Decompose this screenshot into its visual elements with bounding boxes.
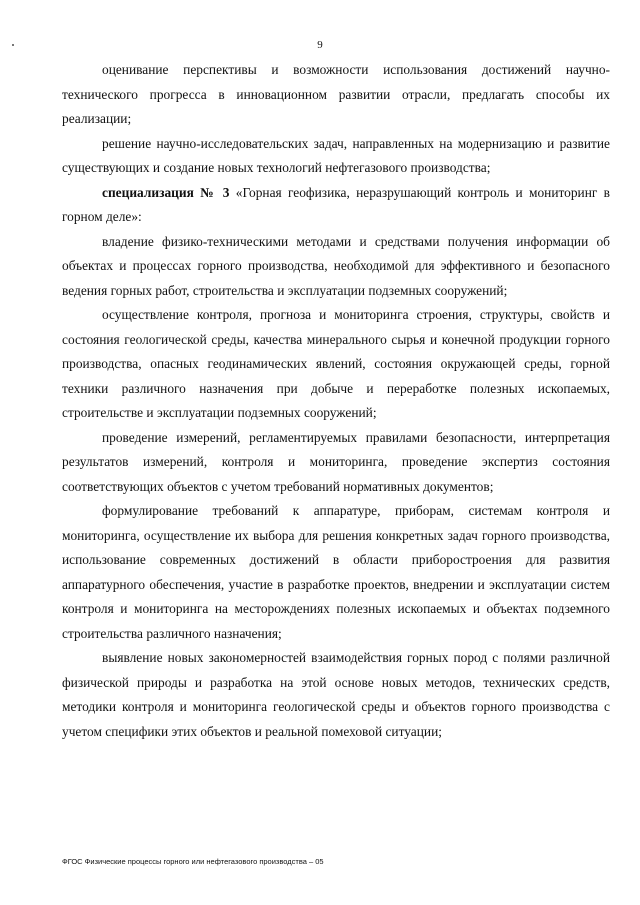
paragraph-competency-4: осуществление контроля, прогноза и мониторинга строения, структуры, свойств и состояния геологической среды, качества минерального сырья и конечной продукции горного производства, опасных геодинамических явлений, состояния окружающей среды, горной техники различного назначения при добыче и переработке полезных ископаемых, строительстве и эксплуатации подземных сооружений; xyxy=(62,307,610,420)
paragraph-competency-3: владение физико-техническими методами и средствами получения информации об объектах и процессах горного производства, необходимой для эффективного и безопасного ведения горных работ, строительства и эксплуатации подземных сооружений; xyxy=(62,233,610,298)
page-footer: ФГОС Физические процессы горного или нефтегазового производства – 05 xyxy=(62,857,324,866)
paragraph-competency-1: оценивание перспективы и возможности использования достижений научно-технического прогресса в инновационном развитии отрасли, предлагать способы их реализации; xyxy=(62,62,610,126)
specialization-label: специализация № 3 xyxy=(102,184,230,200)
paragraph-competency-7: выявление новых закономерностей взаимодействия горных пород с полями различной физической природы и разработка на этой основе новых методов, технических средств, методики контроля и мониторинга геологической среды и объектов горного производства с учетом специфики этих объектов и реальной помеховой ситуации; xyxy=(62,650,610,739)
paragraph-competency-6: формулирование требований к аппаратуре, приборам, системам контроля и мониторинга, осуществление их выбора для решения конкретных задач горного производства, использование современных достижений в области приборостроения для развития аппаратурного обеспечения, участие в разработке проектов, внедрении и эксплуатации систем контроля и мониторинга на месторождениях полезных ископаемых и объектах подземного строительства различного назначения; xyxy=(62,503,610,641)
paragraph-competency-5: проведение измерений, регламентируемых правилами безопасности, интерпретация результатов измерений, контроля и мониторинга, проведение экспертиз состояния соответствующих объектов с учетом требований нормативных документов; xyxy=(62,429,610,494)
page-number: 9 xyxy=(317,39,323,51)
scan-artifact xyxy=(12,44,14,46)
specialization-title: «Горная геофизика, неразрушающий контроль и мониторинг в горном деле»: xyxy=(62,184,610,224)
specialization-heading xyxy=(62,181,610,230)
paragraph-competency-2: решение научно-исследовательских задач, направленных на модернизацию и развитие существующих и создание новых технологий нефтегазового производства; xyxy=(62,135,610,175)
document-body xyxy=(62,58,610,744)
